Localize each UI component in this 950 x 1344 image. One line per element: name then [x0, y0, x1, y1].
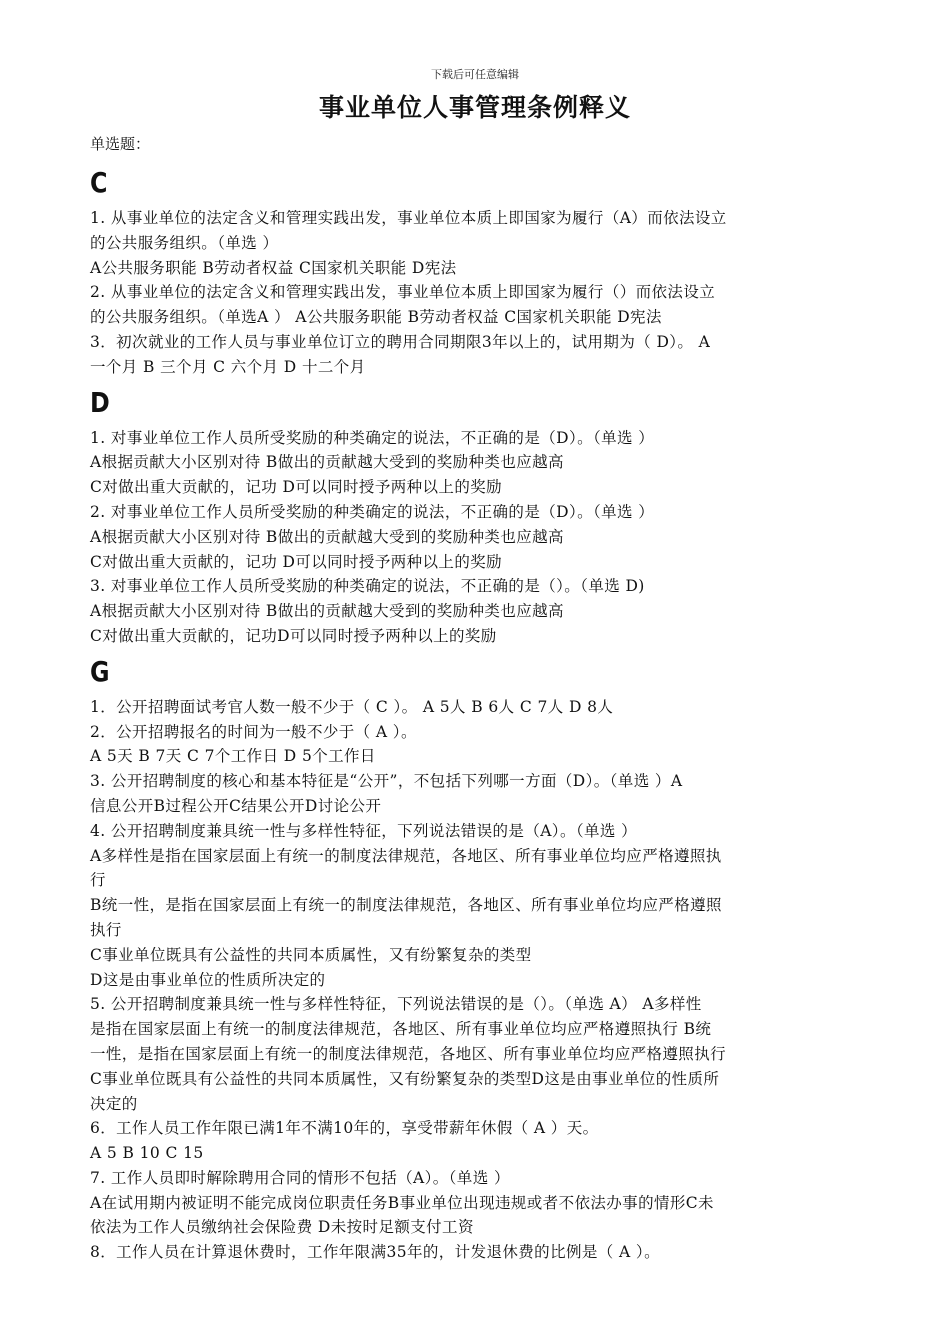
- question-line: 3. 对事业单位工作人员所受奖励的种类确定的说法，不正确的是（）。（单选 D): [90, 577, 645, 596]
- question-line: 1. 对事业单位工作人员所受奖励的种类确定的说法，不正确的是（D）。（单选 ）: [90, 428, 655, 447]
- section-letter: D: [90, 385, 110, 419]
- question-line: D这是由事业单位的性质所决定的: [90, 970, 326, 989]
- document-body: [90, 160, 865, 1265]
- question-line: B统一性，是指在国家层面上有统一的制度法律规范，各地区、所有事业单位均应严格遵照: [90, 896, 722, 915]
- question-line: A根据贡献大小区别对待 B做出的贡献越大受到的奖励种类也应越高: [90, 602, 564, 621]
- question-line: C事业单位既具有公益性的共同本质属性，又有纷繁复杂的类型: [90, 945, 532, 964]
- question-line: 1. 从事业单位的法定含义和管理实践出发，事业单位本质上即国家为履行（A）而依法设立: [90, 209, 727, 227]
- question-line: 2. 从事业单位的法定含义和管理实践出发，事业单位本质上即国家为履行（）而依法设立: [90, 283, 716, 302]
- section-letter: C: [90, 166, 108, 199]
- question-line: A根据贡献大小区别对待 B做出的贡献越大受到的奖励种类也应越高: [90, 527, 564, 546]
- question-line: 4. 公开招聘制度兼具统一性与多样性特征，下列说法错误的是（A）。（单选 ）: [90, 821, 638, 840]
- question-type-label: 单选题：: [90, 135, 151, 153]
- question-line: 的公共服务组织。（单选 ）: [90, 233, 279, 252]
- question-line: 决定的: [90, 1094, 138, 1113]
- question-line: 依法为工作人员缴纳社会保险费 D未按时足额支付工资: [90, 1218, 474, 1237]
- question-line: A 5天 B 7天 C 7个工作日 D 5个工作日: [90, 747, 376, 766]
- question-line: 的公共服务组织。（单选A ） A公共服务职能 B劳动者权益 C国家机关职能 D宪法: [90, 308, 662, 327]
- question-line: 7. 工作人员即时解除聘用合同的情形不包括（A）。（单选 ）: [90, 1168, 510, 1187]
- question-line: 是指在国家层面上有统一的制度法律规范，各地区、所有事业单位均应严格遵照执行 B统: [90, 1020, 712, 1039]
- question-line: 5. 公开招聘制度兼具统一性与多样性特征，下列说法错误的是（）。（单选 A） A多样性: [90, 995, 702, 1014]
- document-title: 事业单位人事管理条例释义: [318, 93, 631, 122]
- question-line: 行: [90, 871, 106, 890]
- question-line: A 5 B 10 C 15: [90, 1144, 204, 1163]
- question-line: 2. 对事业单位工作人员所受奖励的种类确定的说法，不正确的是（D）。（单选 ）: [90, 502, 655, 521]
- question-line: C对做出重大贡献的，记功D可以同时授予两种以上的奖励: [90, 626, 497, 645]
- question-line: A根据贡献大小区别对待 B做出的贡献越大受到的奖励种类也应越高: [90, 453, 564, 472]
- question-line: 信息公开B过程公开C结果公开D讨论公开: [90, 796, 382, 815]
- question-line: 一性，是指在国家层面上有统一的制度法律规范，各地区、所有事业单位均应严格遵照执行: [90, 1044, 727, 1063]
- question-line: A公共服务职能 B劳动者权益 C国家机关职能 D宪法: [90, 258, 457, 277]
- question-line: C对做出重大贡献的，记功 D可以同时授予两种以上的奖励: [90, 478, 503, 497]
- question-line: 1．公开招聘面试考官人数一般不少于（ C ）。 A 5人 B 6人 C 7人 D 8人: [90, 697, 614, 716]
- section-letter: G: [90, 654, 110, 688]
- question-line: C事业单位既具有公益性的共同本质属性，又有纷繁复杂的类型D这是由事业单位的性质所: [90, 1069, 720, 1088]
- question-line: C对做出重大贡献的，记功 D可以同时授予两种以上的奖励: [90, 552, 503, 571]
- question-line: 3．初次就业的工作人员与事业单位订立的聘用合同期限3年以上的，试用期为（ D）。 A: [90, 332, 711, 351]
- question-line: 3. 公开招聘制度的核心和基本特征是“公开”，不包括下列哪一方面（D）。（单选 ）A: [90, 772, 683, 791]
- header-note: 下载后可任意编辑: [431, 68, 519, 81]
- question-line: A在试用期内被证明不能完成岗位职责任务B事业单位出现违规或者不依法办事的情形C未: [90, 1193, 714, 1212]
- question-line: 2．公开招聘报名的时间为一般不少于（ A ）。: [90, 722, 417, 741]
- question-line: 6．工作人员工作年限已满1年不满10年的，享受带薪年休假（ A ）天。: [90, 1119, 599, 1138]
- question-line: A多样性是指在国家层面上有统一的制度法律规范，各地区、所有事业单位均应严格遵照执: [90, 846, 722, 865]
- question-line: 一个月 B 三个月 C 六个月 D 十二个月: [90, 357, 366, 376]
- question-line: 执行: [90, 920, 122, 939]
- question-line: 8．工作人员在计算退休费时，工作年限满35年的，计发退休费的比例是（ A ）。: [90, 1243, 660, 1262]
